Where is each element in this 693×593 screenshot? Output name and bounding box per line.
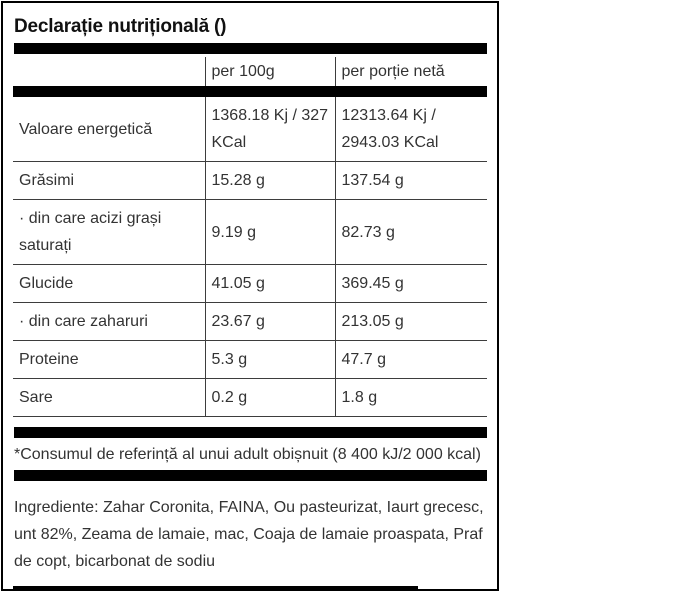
divider-bar-ingredients <box>14 470 487 481</box>
row-label: Grăsimi <box>13 162 205 200</box>
row-label: · din care zaharuri <box>13 303 205 341</box>
value-per-100g: 15.28 g <box>205 162 335 200</box>
nutrition-table <box>13 57 487 417</box>
divider-bar-bottom-cutoff <box>13 586 418 589</box>
row-label: · din care acizi grași saturați <box>13 200 205 265</box>
value-per-100g: 0.2 g <box>205 379 335 417</box>
ingredients-text: Ingrediente: Zahar Coronita, FAINA, Ou pasteurizat, Iaurt grecesc, unt 82%, Zeama de lamaie, mac, Coaja de lamaie proaspata, Praf de copt, bicarbonat de sodiu <box>14 499 484 570</box>
divider-bar-title <box>14 43 487 54</box>
table-row-salt <box>13 379 487 417</box>
value-per-portie: 213.05 g <box>335 303 487 341</box>
header-cell-per-100g: per 100g <box>205 57 335 86</box>
row-label: Glucide <box>13 265 205 303</box>
row-label: Sare <box>13 379 205 417</box>
divider-bar-footnote <box>14 427 487 438</box>
row-label: Proteine <box>13 341 205 379</box>
value-per-portie: 12313.64 Kj / 2943.03 KCal <box>335 97 487 162</box>
row-label: Valoare energetică <box>13 97 205 162</box>
value-per-portie: 369.45 g <box>335 265 487 303</box>
value-per-portie: 137.54 g <box>335 162 487 200</box>
table-row-protein <box>13 341 487 379</box>
value-per-100g: 9.19 g <box>205 200 335 265</box>
value-per-portie: 82.73 g <box>335 200 487 265</box>
value-per-100g: 5.3 g <box>205 341 335 379</box>
divider-bar-header <box>13 86 487 97</box>
value-per-portie: 1.8 g <box>335 379 487 417</box>
table-row-carbs <box>13 265 487 303</box>
header-cell-per-portie: per porție netă <box>335 57 487 86</box>
value-per-100g: 41.05 g <box>205 265 335 303</box>
header-cell-empty <box>13 57 205 86</box>
table-header-row <box>13 57 487 86</box>
reference-intake-footnote: *Consumul de referință al unui adult obișnuit (8 400 kJ/2 000 kcal) <box>14 446 481 463</box>
value-per-100g: 1368.18 Kj / 327 KCal <box>205 97 335 162</box>
value-per-100g: 23.67 g <box>205 303 335 341</box>
table-row-sugars <box>13 303 487 341</box>
table-row-energy <box>13 97 487 162</box>
table-row-saturated-fat <box>13 200 487 265</box>
page-title: Declarație nutrițională () <box>14 16 227 37</box>
nutrition-label-panel <box>1 1 499 591</box>
table-row-fat <box>13 162 487 200</box>
value-per-portie: 47.7 g <box>335 341 487 379</box>
divider-bar-header-fill <box>13 86 487 97</box>
